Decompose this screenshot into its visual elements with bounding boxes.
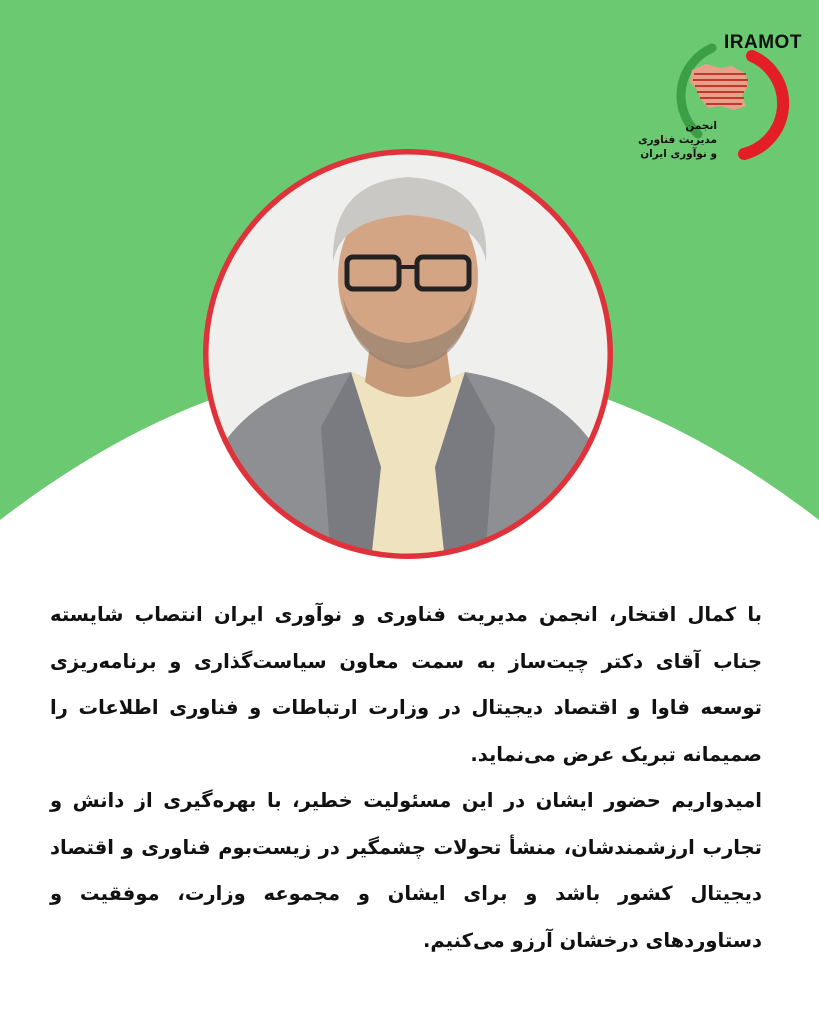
logo-subtitle-line: انجمن (685, 120, 717, 132)
logo-subtitle-line: مدیریت فناوری (637, 134, 717, 146)
logo-title: IRAMOT (724, 32, 802, 53)
logo-subtitle-line: و نوآوری ایران (640, 148, 717, 160)
message-paragraph-2: امیدواریم حضور ایشان در این مسئولیت خطیر، با بهره‌گیری از دانش و تجارب ارزشمندشان، منشأ تحولات چشمگیر در زیست‌بوم فناوری و اقتصاد دیجیتال کشور باشد و برای ایشان و مجموعه وزارت، موفقیت و دستاوردهای درخشان آرزو می‌کنیم. (50, 789, 762, 952)
iran-map-icon (690, 64, 748, 110)
message-paragraph-1: با کمال افتخار، انجمن مدیریت فناوری و نوآوری ایران انتصاب شایسته جناب آقای دکتر چیت‌ساز به سمت معاون سیاست‌گذاری و برنامه‌ریزی توسعه فاوا و اقتصاد دیجیتال در وزارت ارتباطات و فناوری اطلاعات را صمیمانه تبریک عرض می‌نماید. (50, 603, 762, 766)
logo-subtitle (637, 119, 717, 161)
congratulation-message (50, 592, 762, 964)
portrait (201, 147, 615, 561)
